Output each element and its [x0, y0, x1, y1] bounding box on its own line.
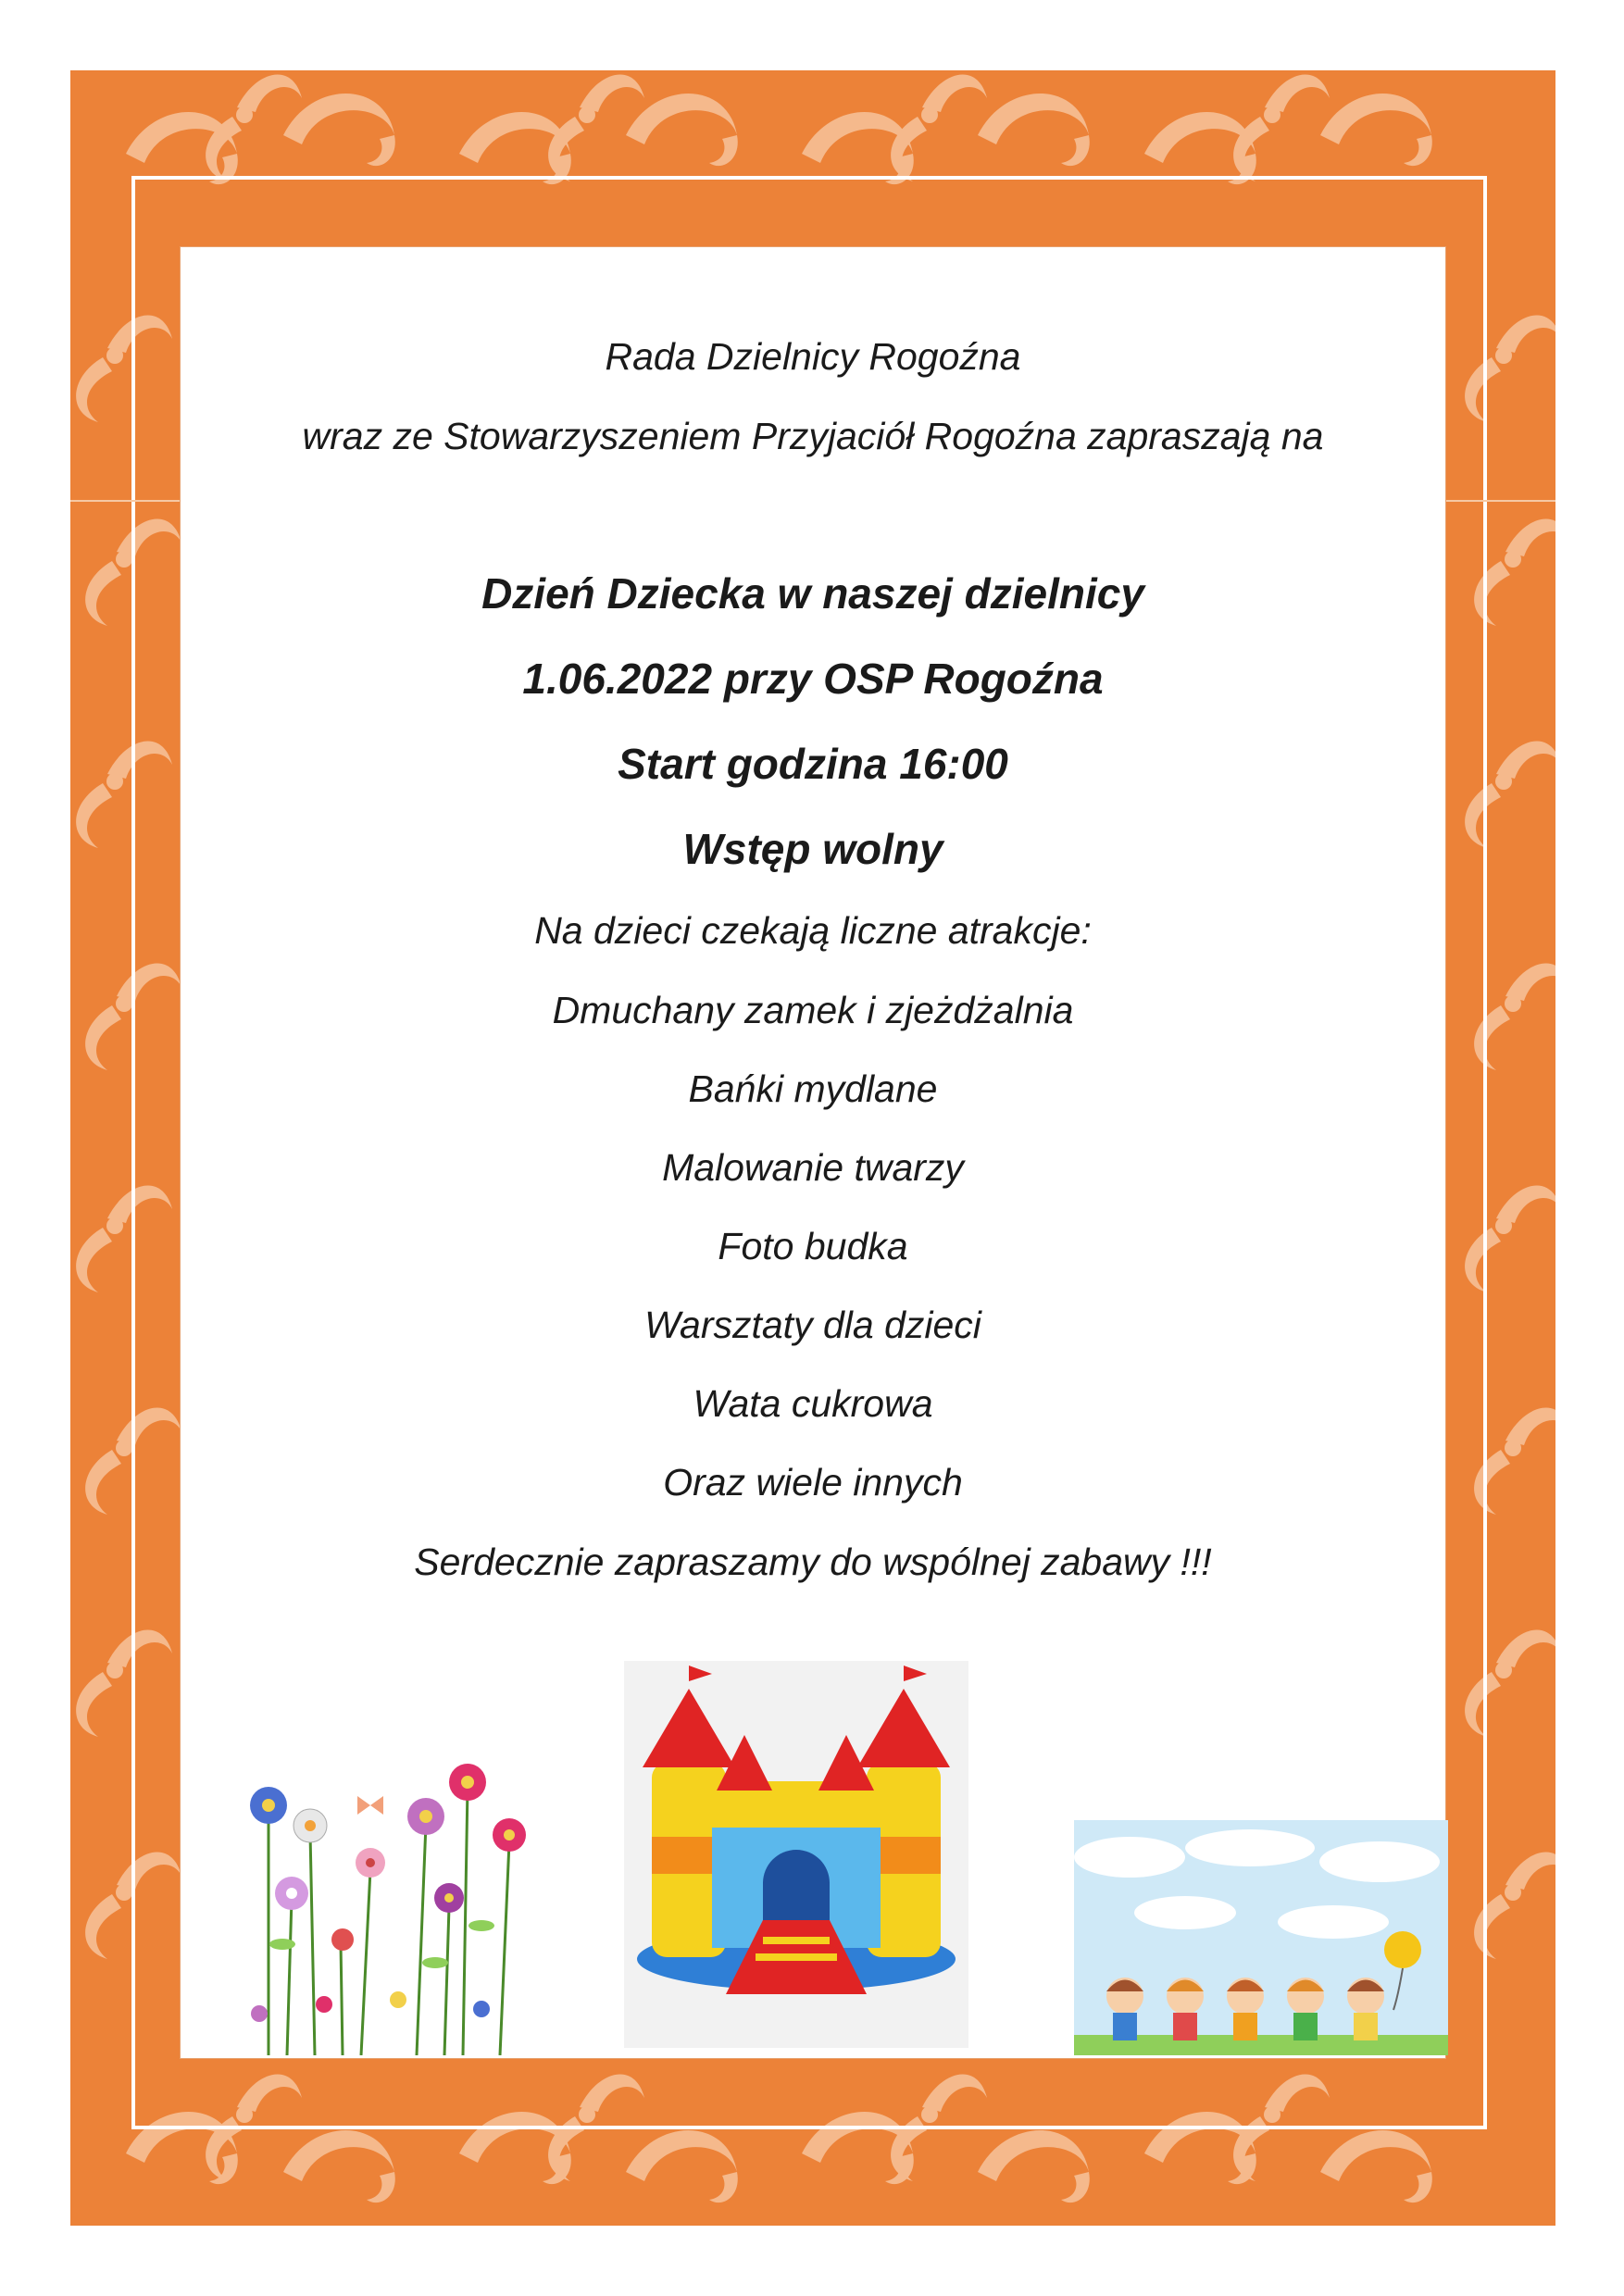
- attractions-intro: Na dzieci czekają liczne atrakcje:: [534, 909, 1092, 952]
- bouncy-castle-illustration: [624, 1661, 968, 2048]
- attraction-item: Malowanie twarzy: [662, 1146, 964, 1189]
- attraction-item: Dmuchany zamek i zjeżdżalnia: [552, 989, 1074, 1031]
- event-date-place: 1.06.2022 przy OSP Rogoźna: [522, 655, 1104, 703]
- attraction-item: Oraz wiele innych: [663, 1461, 963, 1504]
- frame-divider-right: [1446, 500, 1555, 502]
- attraction-item: Warsztaty dla dzieci: [644, 1304, 981, 1346]
- children-balloon-illustration: [1074, 1820, 1448, 2055]
- frame-divider-left: [70, 500, 180, 502]
- flowers-illustration: [231, 1759, 537, 2055]
- closing-line: Serdecznie zapraszamy do wspólnej zabawy !!!: [414, 1541, 1212, 1583]
- event-start-time: Start godzina 16:00: [618, 740, 1008, 788]
- attraction-item: Foto budka: [718, 1225, 908, 1267]
- organizer-line: Rada Dzielnicy Rogoźna: [605, 335, 1021, 378]
- invite-line: wraz ze Stowarzyszeniem Przyjaciół Rogoźna zapraszają na: [302, 415, 1324, 457]
- attraction-item: Bańki mydlane: [688, 1067, 938, 1110]
- event-title: Dzień Dziecka w naszej dzielnicy: [481, 569, 1144, 618]
- attraction-item: Wata cukrowa: [693, 1382, 933, 1425]
- event-entry: Wstęp wolny: [682, 825, 943, 873]
